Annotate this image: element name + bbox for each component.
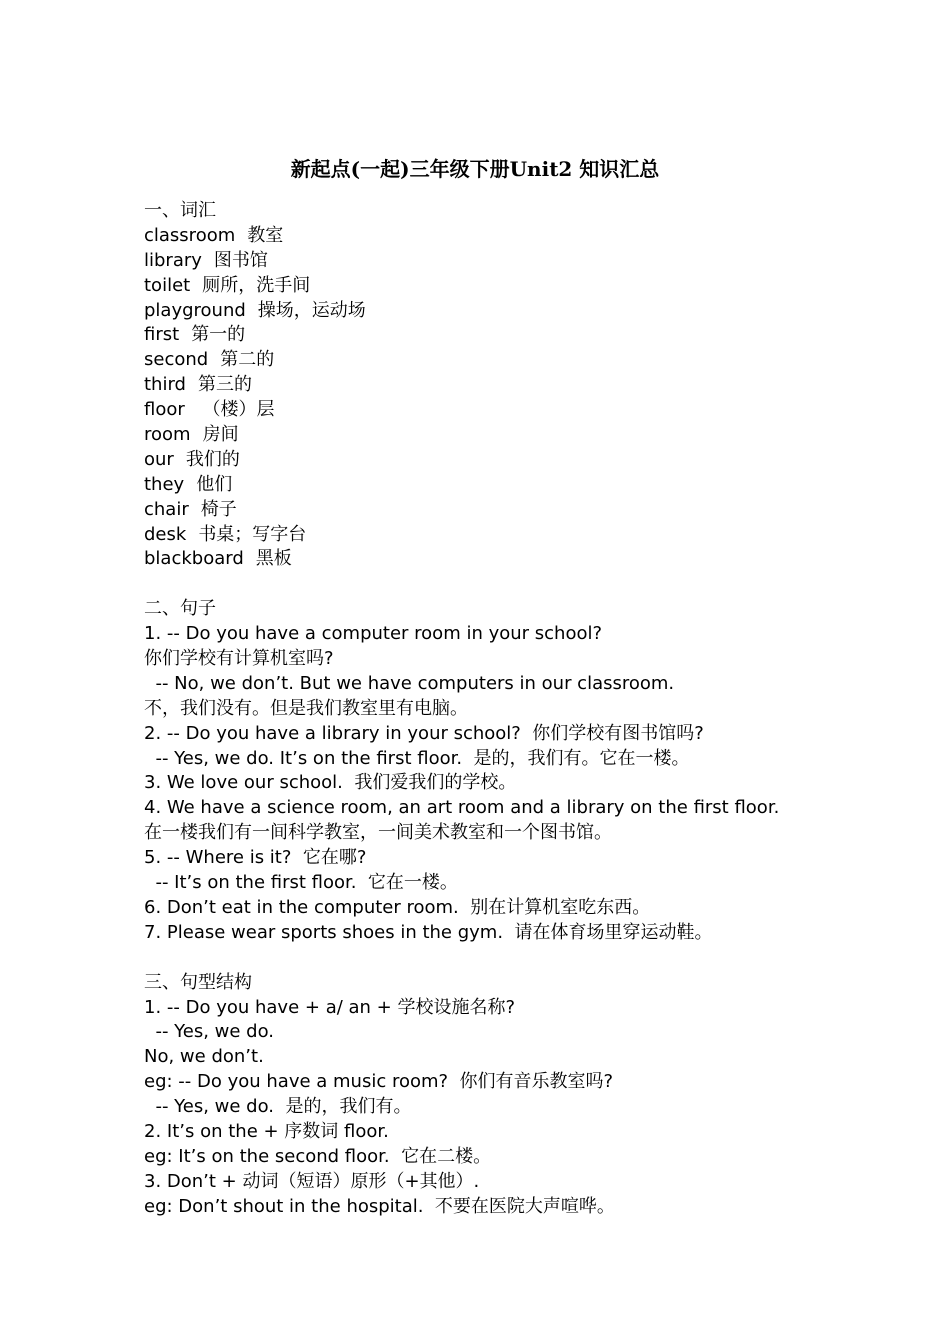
vocab-item xyxy=(144,473,924,498)
document-title: 新起点(一起)三年级下册Unit2 知识汇总 xyxy=(290,157,660,181)
vocab-item xyxy=(144,398,924,423)
sentence-line: 7. Please wear sports shoes in the gym. 请在体育场里穿运动鞋。 xyxy=(144,921,713,943)
vocab-word: desk xyxy=(144,523,187,545)
vocab-word: chair xyxy=(144,498,189,520)
vocab-item xyxy=(144,274,924,299)
vocab-item xyxy=(144,249,924,274)
vocab-word: toilet xyxy=(144,274,191,296)
vocab-word: our xyxy=(144,448,174,470)
vocab-word: first xyxy=(144,324,180,346)
vocab-item xyxy=(144,423,924,448)
sentence-line: 5. -- Where is it? 它在哪? xyxy=(144,847,367,869)
vocab-word: library xyxy=(144,249,202,271)
sentence-line: 2. -- Do you have a library in your school? 你们学校有图书馆吗? xyxy=(144,722,704,744)
vocab-item xyxy=(144,299,924,324)
vocab-meaning: 书桌；写字台 xyxy=(198,523,307,545)
section-gap xyxy=(144,572,924,597)
patterns-list xyxy=(144,996,924,1220)
vocab-meaning: 黑板 xyxy=(255,548,292,570)
vocab-item xyxy=(144,373,924,398)
vocab-meaning: 厕所，洗手间 xyxy=(202,274,311,296)
vocab-meaning: 教室 xyxy=(247,224,284,246)
vocab-meaning: 我们的 xyxy=(185,448,240,470)
vocab-word: blackboard xyxy=(144,548,244,570)
document-body xyxy=(144,199,924,1220)
vocab-meaning: 第二的 xyxy=(220,349,275,371)
vocab-item xyxy=(144,498,924,523)
vocab-item xyxy=(144,448,924,473)
vocab-meaning: 他们 xyxy=(196,473,233,495)
pattern-line: eg: Don’t shout in the hospital. 不要在医院大声喧哗。 xyxy=(144,1195,615,1217)
vocab-word: floor xyxy=(144,399,185,421)
sentence-line: 1. -- Do you have a computer room in your school? xyxy=(144,623,603,645)
vocab-word: playground xyxy=(144,299,246,321)
vocab-item xyxy=(144,523,924,548)
sentence-line: 6. Don’t eat in the computer room. 别在计算机室吃东西。 xyxy=(144,896,651,918)
sentence-line: 不，我们没有。但是我们教室里有电脑。 xyxy=(144,697,468,719)
vocab-word: classroom xyxy=(144,224,236,246)
vocab-meaning: 操场，运动场 xyxy=(257,299,366,321)
vocab-word: room xyxy=(144,424,191,446)
vocab-meaning: 第一的 xyxy=(191,324,246,346)
vocab-item xyxy=(144,348,924,373)
pattern-line: -- Yes, we do. xyxy=(144,1021,275,1043)
pattern-line: No, we don’t. xyxy=(144,1046,264,1068)
vocabulary-list xyxy=(144,224,924,572)
section-gap xyxy=(144,946,924,971)
vocab-meaning: （楼）层 xyxy=(196,399,275,421)
sentence-line: 4. We have a science room, an art room and a library on the first floor. xyxy=(144,797,780,819)
vocab-meaning: 椅子 xyxy=(200,498,237,520)
pattern-line: 1. -- Do you have + a/ an + 学校设施名称? xyxy=(144,996,516,1018)
vocab-meaning: 第三的 xyxy=(197,374,252,396)
vocab-meaning: 图书馆 xyxy=(213,249,268,271)
vocab-word: third xyxy=(144,374,186,396)
pattern-line: eg: It’s on the second floor. 它在二楼。 xyxy=(144,1145,492,1167)
vocab-word: second xyxy=(144,349,209,371)
sentence-line: 你们学校有计算机室吗? xyxy=(144,648,334,670)
vocabulary-heading: 一、词汇 xyxy=(144,200,216,221)
pattern-line: 2. It’s on the + 序数词 floor. xyxy=(144,1120,389,1142)
sentence-line: 在一楼我们有一间科学教室，一间美术教室和一个图书馆。 xyxy=(144,822,612,844)
sentences-list xyxy=(144,622,924,946)
sentence-line: -- It’s on the first floor. 它在一楼。 xyxy=(144,872,458,894)
vocab-word: they xyxy=(144,473,185,495)
sentences-heading: 二、句子 xyxy=(144,598,216,620)
patterns-heading: 三、句型结构 xyxy=(144,971,252,993)
pattern-line: 3. Don’t + 动词（短语）原形（+其他）. xyxy=(144,1170,480,1192)
pattern-line: -- Yes, we do. 是的，我们有。 xyxy=(144,1096,412,1118)
sentence-line: -- Yes, we do. It’s on the first floor. 是的，我们有。它在一楼。 xyxy=(144,747,690,769)
sentence-line: 3. We love our school. 我们爱我们的学校。 xyxy=(144,772,517,794)
vocab-meaning: 房间 xyxy=(202,424,239,446)
pattern-line: eg: -- Do you have a music room? 你们有音乐教室吗? xyxy=(144,1071,614,1093)
vocab-item xyxy=(144,224,924,249)
vocab-item xyxy=(144,547,924,572)
sentence-line: -- No, we don’t. But we have computers in our classroom. xyxy=(144,672,675,694)
vocab-item xyxy=(144,323,924,348)
